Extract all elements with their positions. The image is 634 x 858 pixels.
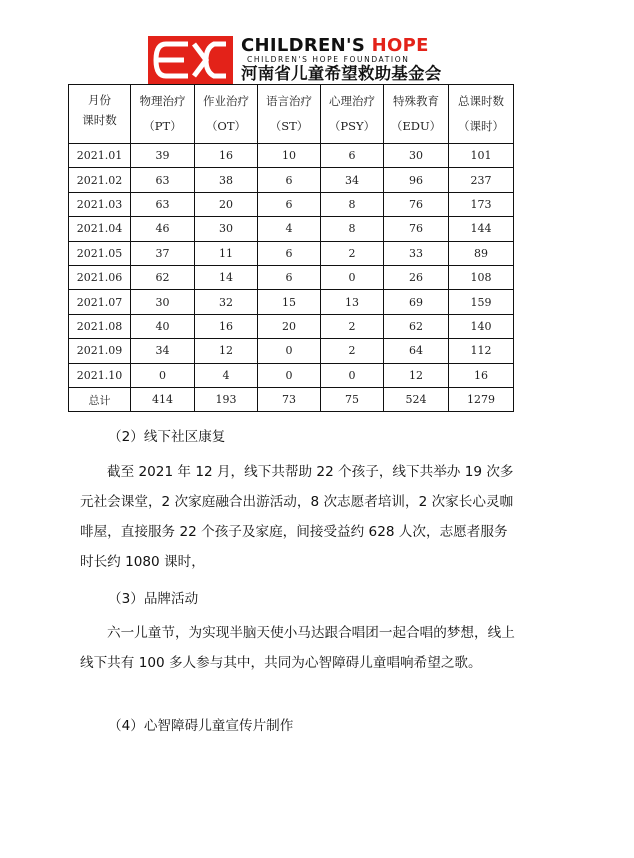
table-cell: 2 <box>321 241 384 265</box>
table-cell: 0 <box>258 363 321 387</box>
section-2-heading: （2）线下社区康复 <box>108 429 226 445</box>
table-cell: 12 <box>195 339 258 363</box>
table-cell: 89 <box>449 241 514 265</box>
table-cell: 20 <box>195 192 258 216</box>
table-header-cell <box>384 85 449 144</box>
table-cell: 2021.06 <box>69 265 131 289</box>
table-header-cell <box>69 85 131 144</box>
table-cell: 524 <box>384 387 449 411</box>
table-cell: 0 <box>258 339 321 363</box>
table-cell: 159 <box>449 290 514 314</box>
table-cell: 13 <box>321 290 384 314</box>
table-cell: 34 <box>131 339 195 363</box>
logo-brand-en <box>241 37 441 55</box>
table-header-row <box>69 85 514 144</box>
table-cell: 0 <box>321 265 384 289</box>
table-cell: 10 <box>258 144 321 168</box>
header-unit: （EDU） <box>390 119 442 133</box>
logo-brand-hope: HOPE <box>371 35 429 56</box>
header-unit: （课时） <box>458 119 504 133</box>
table-row <box>69 265 514 289</box>
table-cell: 6 <box>258 192 321 216</box>
header-label: 特殊教育 <box>393 94 439 108</box>
table-header-cell <box>258 85 321 144</box>
table-cell: 2021.07 <box>69 290 131 314</box>
header-label: 物理治疗 <box>139 94 186 108</box>
table-cell: 2021.02 <box>69 168 131 192</box>
table-cell: 76 <box>384 192 449 216</box>
table-cell: 46 <box>131 217 195 241</box>
foundation-logo <box>148 36 441 84</box>
table-cell: 73 <box>258 387 321 411</box>
table-cell: 173 <box>449 192 514 216</box>
table-cell: 11 <box>195 241 258 265</box>
table-cell: 96 <box>384 168 449 192</box>
table-cell: 144 <box>449 217 514 241</box>
table-cell: 26 <box>384 265 449 289</box>
table-cell: 2021.01 <box>69 144 131 168</box>
table-cell: 75 <box>321 387 384 411</box>
table-row <box>69 387 514 411</box>
table-cell: 2 <box>321 339 384 363</box>
header-unit: （OT） <box>205 119 247 133</box>
table-cell: 34 <box>321 168 384 192</box>
table-cell: 总计 <box>69 387 131 411</box>
table-cell: 33 <box>384 241 449 265</box>
table-cell: 14 <box>195 265 258 289</box>
table-row <box>69 241 514 265</box>
table-cell: 8 <box>321 217 384 241</box>
logo-brand-sub: CHILDREN'S HOPE FOUNDATION <box>247 55 410 64</box>
table-cell: 6 <box>258 241 321 265</box>
header-unit: 课时数 <box>82 112 117 127</box>
table-body <box>69 144 514 412</box>
table-cell: 8 <box>321 192 384 216</box>
table-row <box>69 363 514 387</box>
header-unit: （PSY） <box>328 119 376 133</box>
table-cell: 62 <box>384 314 449 338</box>
header-unit: （PT） <box>143 119 182 133</box>
table-row <box>69 290 514 314</box>
table-cell: 30 <box>195 217 258 241</box>
table-cell: 4 <box>195 363 258 387</box>
header-unit: （ST） <box>269 119 309 133</box>
logo-text <box>241 36 441 84</box>
table-cell: 4 <box>258 217 321 241</box>
table-cell: 40 <box>131 314 195 338</box>
table-cell: 140 <box>449 314 514 338</box>
table-cell: 12 <box>384 363 449 387</box>
table-cell: 414 <box>131 387 195 411</box>
header-label: 月份 <box>88 92 111 107</box>
table-cell: 193 <box>195 387 258 411</box>
header-label: 心理治疗 <box>329 94 375 108</box>
table-cell: 62 <box>131 265 195 289</box>
table-cell: 2021.09 <box>69 339 131 363</box>
table-cell: 2021.08 <box>69 314 131 338</box>
table-cell: 6 <box>258 265 321 289</box>
table-cell: 16 <box>449 363 514 387</box>
table-row <box>69 217 514 241</box>
table-row <box>69 144 514 168</box>
logo-mark <box>148 36 233 84</box>
table-header-cell <box>321 85 384 144</box>
table-cell: 38 <box>195 168 258 192</box>
table-row <box>69 192 514 216</box>
table-row <box>69 168 514 192</box>
section-3-body: 六一儿童节，为实现半脑天使小马达跟合唱团一起合唱的梦想，线上线下共有 100 多人参与其中，共同为心智障碍儿童唱响希望之歌。 <box>80 625 515 671</box>
header-label: 总课时数 <box>458 94 504 108</box>
logo-brand-cn: 河南省儿童希望救助基金会 <box>241 64 442 83</box>
therapy-hours-table <box>68 84 514 412</box>
header-label: 作业治疗 <box>203 94 249 108</box>
table-cell: 39 <box>131 144 195 168</box>
table-cell: 30 <box>131 290 195 314</box>
table-header-cell <box>449 85 514 144</box>
table-row <box>69 314 514 338</box>
table-cell: 63 <box>131 192 195 216</box>
table-cell: 108 <box>449 265 514 289</box>
table-header-cell <box>131 85 195 144</box>
table-cell: 69 <box>384 290 449 314</box>
table-cell: 63 <box>131 168 195 192</box>
table-cell: 37 <box>131 241 195 265</box>
table-header-cell <box>195 85 258 144</box>
table-cell: 2021.03 <box>69 192 131 216</box>
header-label: 语言治疗 <box>266 94 312 108</box>
table-cell: 16 <box>195 314 258 338</box>
table-cell: 15 <box>258 290 321 314</box>
table-row <box>69 339 514 363</box>
table-cell: 30 <box>384 144 449 168</box>
table-cell: 2 <box>321 314 384 338</box>
table-cell: 32 <box>195 290 258 314</box>
table-cell: 101 <box>449 144 514 168</box>
table-cell: 2021.05 <box>69 241 131 265</box>
table-cell: 2021.04 <box>69 217 131 241</box>
logo-brand-children: CHILDREN'S <box>241 35 372 56</box>
section-4-heading: （4）心智障碍儿童宣传片制作 <box>108 718 294 734</box>
table-cell: 6 <box>321 144 384 168</box>
table-cell: 112 <box>449 339 514 363</box>
table-cell: 6 <box>258 168 321 192</box>
table-cell: 20 <box>258 314 321 338</box>
table-cell: 237 <box>449 168 514 192</box>
table-cell: 76 <box>384 217 449 241</box>
section-3-heading: （3）品牌活动 <box>108 591 199 607</box>
table-cell: 64 <box>384 339 449 363</box>
table-cell: 16 <box>195 144 258 168</box>
table-cell: 0 <box>321 363 384 387</box>
section-2-body: 截至 2021 年 12 月，线下共帮助 22 个孩子，线下共举办 19 次多元社会课堂，2 次家庭融合出游活动，8 次志愿者培训，2 次家长心灵咖啡屋，直接服务 22 个孩子及家庭，间接受益约 628 人次，志愿者服务时长约 1080 课时， <box>80 464 514 570</box>
table-cell: 1279 <box>449 387 514 411</box>
ec-logo-icon <box>148 36 233 84</box>
table-cell: 2021.10 <box>69 363 131 387</box>
table-cell: 0 <box>131 363 195 387</box>
